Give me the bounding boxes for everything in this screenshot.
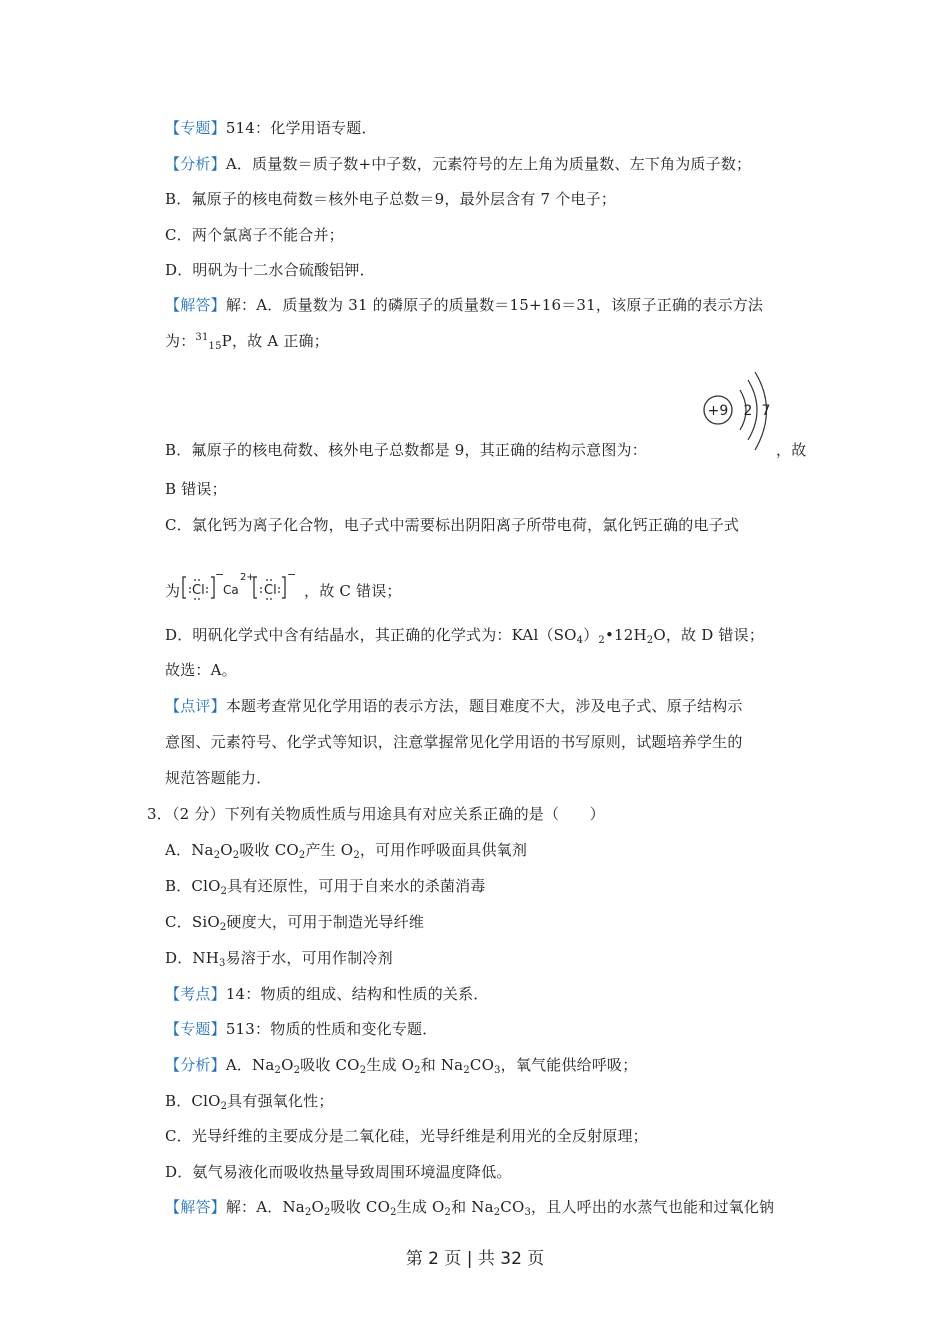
q3-option-d: D．$NH_3$易溶于水，可用作制冷剂 bbox=[165, 949, 393, 969]
q3-fenxi-c: C．光导纤维的主要成分是二氧化硅，光导纤维是利用光的全反射原理； bbox=[165, 1127, 648, 1145]
shell-1-count: 2 bbox=[743, 403, 753, 419]
q2-jieda-b2: B 错误； bbox=[165, 480, 227, 498]
q2-jieda-a2: 为：$^{31}_{15}$P，故 A 正确； bbox=[165, 332, 329, 352]
q2-dianping-1: 【点评】本题考查常见化学用语的表示方法，题目难度不大，涉及电子式、原子结构示 bbox=[165, 697, 743, 715]
q2-jieda-b1: B．氟原子的核电荷数、核外电子总数都是 9，其正确的结构示意图为： bbox=[165, 441, 647, 459]
q3-fenxi-d: D．氨气易液化而吸收热量导致周围环境温度降低。 bbox=[165, 1163, 512, 1181]
q2-fenxi-d: D．明矾为十二水合硫酸铝钾． bbox=[165, 261, 375, 279]
q3-jieda: 【解答】解：A．$Na_2O_2$吸收 $CO_2$生成 $O_2$和 $Na_2CO_3$，且人呼出的水蒸气也能和过氧化钠 bbox=[165, 1198, 775, 1218]
q2-jieda-c1: C．氯化钙为离子化合物，电子式中需要标出阴阳离子所带电荷，氯化钙正确的电子式 bbox=[165, 516, 740, 534]
q3-stem: 3．（2 分）下列有关物质性质与用途具有对应关系正确的是（ ） bbox=[147, 805, 605, 823]
q2-jieda-b1-post: ，故 bbox=[776, 441, 807, 459]
q2-jieda-a1: 【解答】解：A．质量数为 31 的磷原子的质量数＝15+16＝31，该原子正确的表示方法 bbox=[165, 296, 764, 314]
q3-option-c: C．SiO$_2$硬度大，可用于制造光导纤维 bbox=[165, 913, 425, 933]
tag-kaodian: 【考点】 bbox=[165, 985, 226, 1003]
q2-fenxi-c: C．两个氯离子不能合并； bbox=[165, 226, 344, 244]
tag-fenxi: 【分析】 bbox=[165, 155, 226, 173]
q2-fenxi-a: 【分析】A．质量数＝质子数+中子数，元素符号的左上角为质量数、左下角为质子数； bbox=[165, 155, 752, 173]
tag-jieda-q3: 【解答】 bbox=[165, 1198, 226, 1216]
q2-dianping-2: 意图、元素符号、化学式等知识，注意掌握常见化学用语的书写原则，试题培养学生的 bbox=[165, 733, 743, 751]
cl-left: Cl bbox=[192, 583, 205, 598]
ca-charge: 2+ bbox=[240, 572, 255, 583]
q2-jieda-c2-post: ，故 C 错误； bbox=[304, 582, 402, 600]
question-number: 3． bbox=[147, 805, 172, 823]
tag-zhuanti: 【专题】 bbox=[165, 119, 226, 137]
cacl2-electron-formula bbox=[182, 568, 302, 604]
q3-kaodian: 【考点】14：物质的组成、结构和性质的关系． bbox=[165, 985, 489, 1003]
tag-dianping: 【点评】 bbox=[165, 697, 226, 715]
q3-fenxi-b: B．ClO$_2$具有强氧化性； bbox=[165, 1092, 334, 1112]
fluorine-structure-diagram bbox=[700, 368, 780, 454]
cl-right: Cl bbox=[264, 583, 277, 598]
q3-option-b: B．ClO$_2$具有还原性，可用于自来水的杀菌消毒 bbox=[165, 877, 486, 897]
q2-jieda-d: D．明矾化学式中含有结晶水，其正确的化学式为：$KAl(SO_4)_2•12H_2O$，故 D 错误； bbox=[165, 626, 765, 646]
nucleus-charge: +9 bbox=[707, 403, 729, 419]
q3-fenxi-a: 【分析】A．$Na_2O_2$吸收 $CO_2$生成 $O_2$和 $Na_2CO_3$，氧气能供给呼吸； bbox=[165, 1056, 638, 1076]
q3-option-a: A．$Na_2O_2$吸收 $CO_2$产生 $O_2$，可用作呼吸面具供氧剂 bbox=[165, 841, 528, 861]
q2-zhuanti-line: 【专题】514：化学用语专题． bbox=[165, 119, 377, 137]
tag-zhuanti-q3: 【专题】 bbox=[165, 1020, 226, 1038]
charge-minus-right: − bbox=[287, 568, 297, 581]
q2-dianping-3: 规范答题能力． bbox=[165, 769, 272, 787]
charge-minus-left: − bbox=[215, 568, 225, 581]
q2-fenxi-b: B．氟原子的核电荷数＝核外电子总数＝9，最外层含有 7 个电子； bbox=[165, 190, 617, 208]
tag-fenxi-q3: 【分析】 bbox=[165, 1056, 226, 1074]
ca-symbol: Ca bbox=[223, 583, 239, 597]
shell-2-count: 7 bbox=[761, 403, 771, 419]
q2-guxuan: 故选：A。 bbox=[165, 661, 237, 679]
q3-zhuanti: 【专题】513：物质的性质和变化专题． bbox=[165, 1020, 438, 1038]
page-footer: 第 2 页 | 共 32 页 bbox=[405, 1249, 545, 1269]
q2-jieda-c2-pre: 为 bbox=[165, 582, 181, 600]
tag-jieda: 【解答】 bbox=[165, 296, 226, 314]
